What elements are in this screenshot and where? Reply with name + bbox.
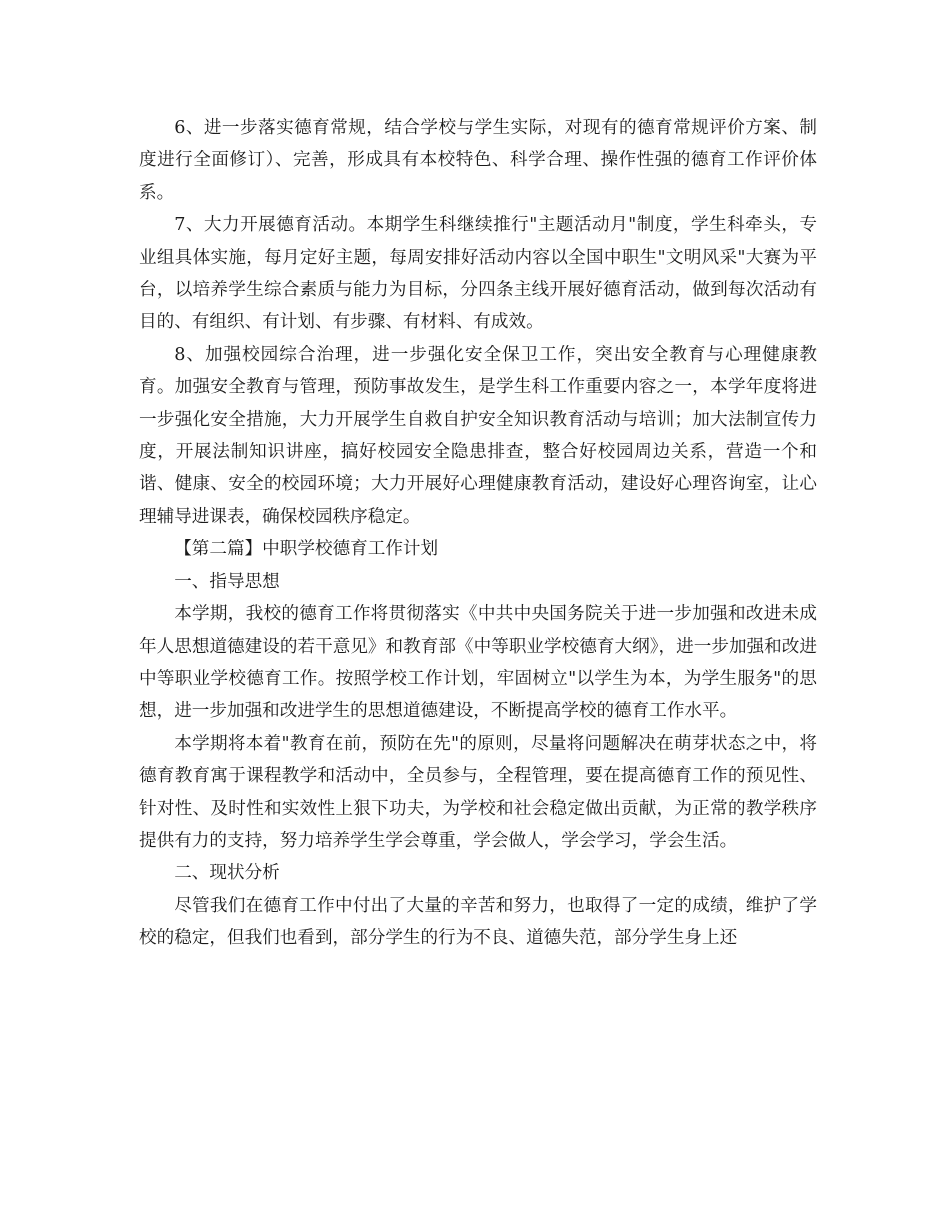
- paragraph-item-7: 7、大力开展德育活动。本期学生科继续推行"主题活动月"制度，学生科牵头，专业组具体实施，每月定好主题，每周安排好活动内容以全国中职生"文明风采"大赛为平台，以培养学生综合素质与能力为目标，分四条主线开展好德育活动，做到每次活动有目的、有组织、有计划、有步骤、有材料、有成效。: [139, 215, 817, 333]
- subheading-guiding-ideology: 一、指导思想: [174, 571, 280, 592]
- paragraph-guiding-2: 本学期将本着"教育在前，预防在先"的原则，尽量将问题解决在萌芽状态之中，将德育教育寓于课程教学和活动中，全员参与，全程管理，要在提高德育工作的预见性、针对性、及时性和实效性上狠下功夫，为学校和社会稳定做出贡献，为正常的教学秩序提供有力的支持，努力培养学生学会尊重，学会做人，学会学习，学会生活。: [139, 733, 817, 851]
- paragraph-item-8: 8、加强校园综合治理，进一步强化安全保卫工作，突出安全教育与心理健康教育。加强安全教育与管理，预防事故发生，是学生科工作重要内容之一，本学年度将进一步强化安全措施，大力开展学生自救自护安全知识教育活动与培训；加大法制宣传力度，开展法制知识讲座，搞好校园安全隐患排查，整合好校园周边关系，营造一个和谐、健康、安全的校园环境；大力开展好心理健康教育活动，建设好心理咨询室，让心理辅导进课表，确保校园秩序稳定。: [139, 344, 817, 527]
- section-title: 【第二篇】中职学校德育工作计划: [174, 539, 439, 560]
- paragraph-guiding-1: 本学期，我校的德育工作将贯彻落实《中共中央国务院关于进一步加强和改进未成年人思想道德建设的若干意见》和教育部《中等职业学校德育大纲》，进一步加强和改进中等职业学校德育工作。按照学校工作计划，牢固树立"以学生为本，为学生服务"的思想，进一步加强和改进学生的思想道德建设，不断提高学校的德育工作水平。: [139, 604, 817, 722]
- paragraph-item-6: 6、进一步落实德育常规，结合学校与学生实际，对现有的德育常规评价方案、制度进行全面修订）、完善，形成具有本校特色、科学合理、操作性强的德育工作评价体系。: [139, 118, 817, 203]
- subheading-status-analysis: 二、现状分析: [174, 863, 280, 884]
- document-body: [139, 112, 817, 955]
- paragraph-status-1: 尽管我们在德育工作中付出了大量的辛苦和努力，也取得了一定的成绩，维护了学校的稳定，但我们也看到，部分学生的行为不良、道德失范，部分学生身上还: [139, 895, 817, 949]
